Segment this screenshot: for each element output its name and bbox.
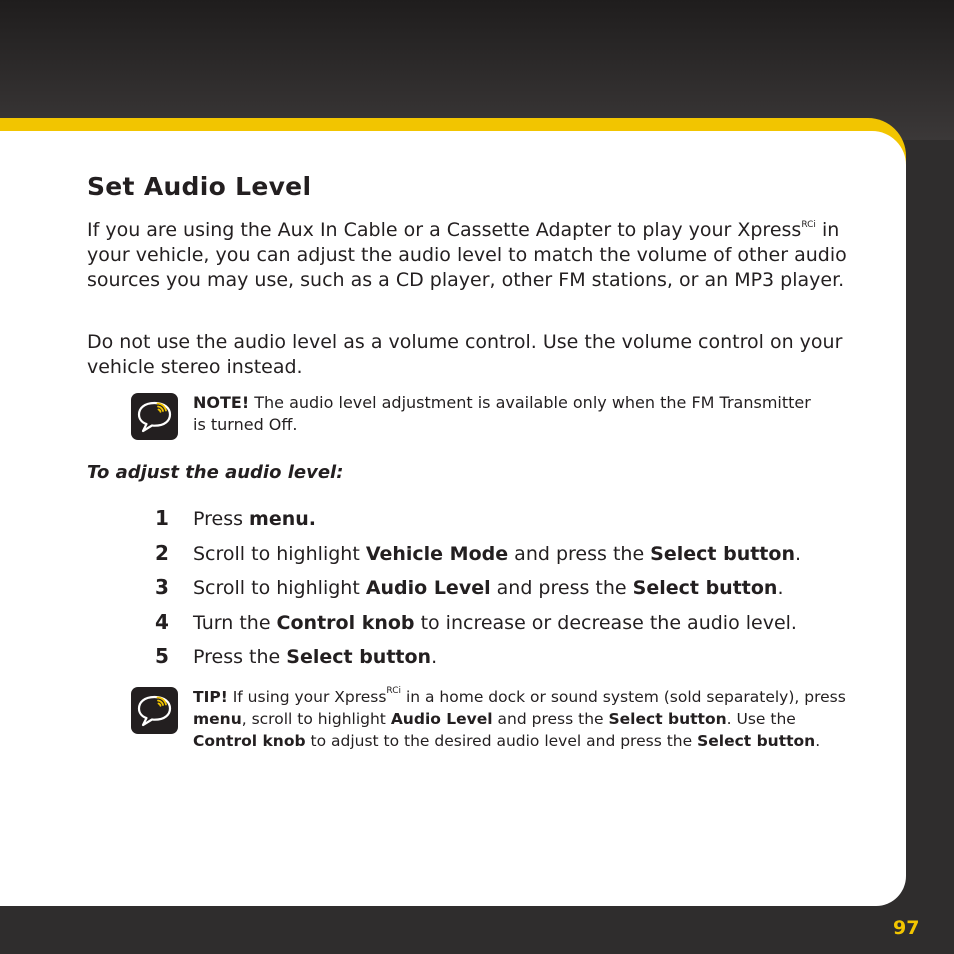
tip-text: in a home dock or sound system (sold separately), press: [401, 688, 846, 706]
step-text: Press the: [193, 646, 287, 668]
step-text: Press: [193, 508, 250, 530]
tip-keyword: Control knob: [193, 732, 306, 750]
step-keyword: Control knob: [276, 611, 415, 634]
tip-keyword: Select button: [697, 732, 816, 750]
step-text: Turn the: [193, 611, 277, 634]
intro-text-end: in your vehicle, you can adjust the audio level to match the volume of other audio sources you may use, such as a CD player, other FM stations, or an MP3 player.: [87, 219, 847, 291]
tip-text: . Use the: [726, 710, 796, 728]
step-number: 1: [155, 506, 169, 530]
step-keyword: Audio Level: [365, 577, 491, 599]
step-number: 4: [155, 609, 169, 634]
tip-text: .: [815, 732, 821, 750]
step-text: Scroll to highlight: [193, 577, 366, 599]
tip-label: TIP!: [193, 688, 228, 706]
step-keyword: menu.: [249, 508, 317, 530]
tip-text: and press the: [492, 710, 609, 728]
step-text: and press the: [490, 577, 633, 599]
steps-list: [155, 504, 875, 677]
speech-bubble-icon: [131, 687, 178, 734]
step-number: 3: [155, 575, 169, 599]
product-superscript: RCi: [801, 220, 816, 230]
speech-bubble-icon: [131, 393, 178, 440]
step-text: Scroll to highlight: [193, 542, 366, 565]
step-text: .: [794, 542, 802, 565]
tip-text: to adjust to the desired audio level and press the: [305, 732, 698, 750]
tip-keyword: Audio Level: [390, 710, 493, 728]
intro-text-start: If you are using the Aux In Cable or a Cassette Adapter to play your Xpress: [87, 219, 802, 241]
step-text: .: [777, 577, 784, 599]
note-body: The audio level adjustment is available only when the FM Transmitter is turned Off.: [193, 393, 811, 434]
step-item: [155, 539, 875, 574]
product-superscript: RCi: [386, 686, 402, 696]
step-item: [155, 504, 875, 539]
step-keyword: Select button: [286, 646, 432, 668]
step-text: .: [431, 646, 438, 668]
step-text: and press the: [508, 542, 651, 565]
note-callout: [193, 392, 813, 436]
step-keyword: Select button: [650, 542, 795, 565]
step-number: 5: [155, 644, 169, 668]
step-keyword: Select button: [632, 577, 778, 599]
tip-text: If using your Xpress: [227, 688, 387, 706]
intro-paragraph: [87, 218, 847, 293]
tip-keyword: menu: [193, 710, 242, 728]
step-text: to increase or decrease the audio level.: [414, 611, 797, 634]
step-number: 2: [155, 540, 169, 565]
step-item: [155, 642, 875, 677]
procedure-heading: To adjust the audio level:: [87, 462, 344, 483]
page-number: 97: [893, 917, 920, 939]
tip-callout: [193, 686, 853, 752]
tip-text: , scroll to highlight: [241, 710, 391, 728]
step-item: [155, 608, 875, 643]
note-label: NOTE!: [193, 393, 250, 412]
tip-keyword: Select button: [608, 710, 727, 728]
step-keyword: Vehicle Mode: [365, 542, 509, 565]
step-item: [155, 573, 875, 608]
page-title: Set Audio Level: [87, 172, 312, 201]
warning-paragraph: Do not use the audio level as a volume control. Use the volume control on your vehicle stereo instead.: [87, 331, 843, 378]
